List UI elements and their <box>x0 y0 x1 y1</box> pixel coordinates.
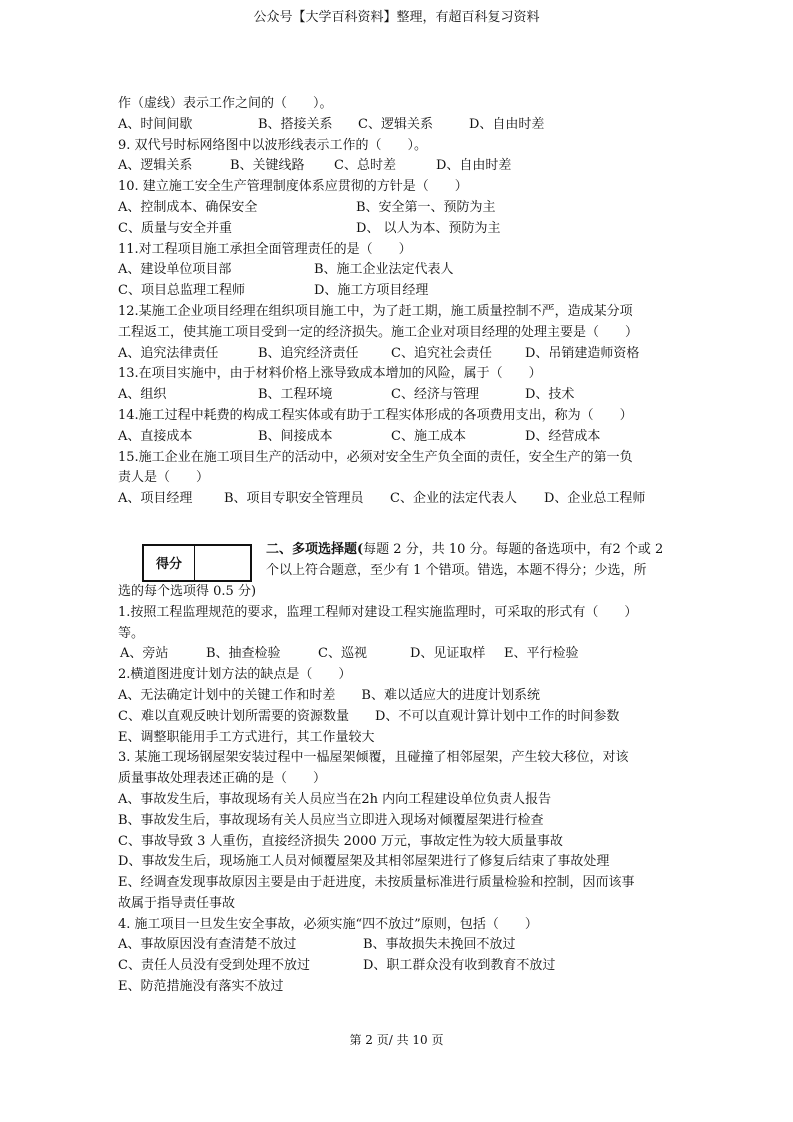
question-12-options <box>118 344 678 365</box>
option-b: B、间接成本 <box>258 428 333 444</box>
section-2-desc-line1: 每题 2 分，共 10 分。每题的备选项中，有2 个或 2 <box>363 541 664 557</box>
multi-2-option-row1: A、无法确定计划中的关键工作和时差 B、难以适应大的进度计划系统 <box>118 687 540 703</box>
multi-3-stem-line1: 3. 某施工现场钢屋架安装过程中一榀屋架倾覆，且碰撞了相邻屋架，产生较大移位，对该 <box>118 750 629 766</box>
section-2-title: 二、多项选择题( <box>266 541 364 557</box>
multi-4-options-row2 <box>118 956 678 977</box>
question-10-options-row2 <box>118 219 678 240</box>
option-b: B、工程环境 <box>258 387 333 403</box>
question-9-options <box>118 156 678 177</box>
multi-3-option-e: E、经调查发现事故原因主要是由于赶进度，未按质量标准进行质量检验和控制，因而该事 <box>118 875 635 891</box>
option-d: D、自由时差 <box>436 158 512 174</box>
multi-4-options-row1 <box>118 935 678 956</box>
multi-1-stem-line2: 等。 <box>118 625 145 641</box>
option-a: A、时间间歇 <box>118 116 193 132</box>
option-c: C、责任人员没有受到处理不放过 <box>118 958 310 974</box>
option-b: B、施工企业法定代表人 <box>314 262 454 278</box>
option-d: D、见证取样 <box>410 646 486 662</box>
option-e: E、平行检验 <box>504 646 579 662</box>
question-13-options <box>118 385 678 406</box>
option-c: C、经济与管理 <box>391 387 479 403</box>
score-box <box>142 544 252 582</box>
question-14-stem: 14.施工过程中耗费的构成工程实体或有助于工程实体形成的各项费用支出，称为（ ） <box>118 407 633 423</box>
multi-3-option-a: A、事故发生后，事故现场有关人员应当在2h 内向工程建设单位负责人报告 <box>118 791 552 807</box>
multi-3-option-b: B、事故发生后，事故现场有关人员应当立即进入现场对倾覆屋架进行检查 <box>118 812 544 828</box>
multi-3-option-c: C、事故导致 3 人重伤，直接经济损失 2000 万元，事故定性为较大质量事故 <box>118 833 563 849</box>
section-2-desc-line2: 个以上符合题意，至少有 1 个错项。错选，本题不得分；少选，所 <box>266 562 647 578</box>
option-c: C、质量与安全并重 <box>118 220 232 236</box>
option-c: C、项目总监理工程师 <box>118 283 245 299</box>
question-10-stem: 10. 建立施工安全生产管理制度体系应贯彻的方针是（ ） <box>118 179 468 195</box>
multi-3-option-d: D、事故发生后，现场施工人员对倾覆屋架及其相邻屋架进行了修复后结束了事故处理 <box>118 854 610 870</box>
option-a: A、项目经理 <box>118 491 193 507</box>
option-c: C、逻辑关系 <box>358 116 433 132</box>
multi-1-stem-line1: 1.按照工程监理规范的要求，监理工程师对建设工程实施监理时，可采取的形式有（ ） <box>118 604 638 620</box>
multi-2-stem: 2.横道图进度计划方法的缺点是（ ） <box>118 667 352 683</box>
score-blank-field[interactable] <box>195 546 250 580</box>
option-b: B、追究经济责任 <box>258 345 359 361</box>
option-d: D、企业总工程师 <box>544 491 646 507</box>
multi-4-stem: 4. 施工项目一旦发生安全事故，必须实施“四不放过”原则，包括（ ） <box>118 916 538 932</box>
option-c: C、总时差 <box>334 158 396 174</box>
page-footer: 第 2 页/ 共 10 页 <box>349 1033 444 1047</box>
option-c: C、企业的法定代表人 <box>390 491 517 507</box>
question-10-options-row1 <box>118 198 678 219</box>
question-9-stem: 9. 双代号时标网络图中以波形线表示工作的（ ）。 <box>118 137 428 153</box>
multi-2-option-row2: C、难以直观反映计划所需要的资源数量 D、不可以直观计算计划中工作的时间参数 <box>118 708 620 724</box>
option-a: A、逻辑关系 <box>118 158 193 174</box>
score-label: 得分 <box>144 546 195 580</box>
option-c: C、追究社会责任 <box>391 345 492 361</box>
multi-4-option-e: E、防范措施没有落实不放过 <box>118 979 284 995</box>
page-header: 公众号【大学百科资料】整理，有超百科复习资料 <box>253 10 540 25</box>
option-b: B、项目专职安全管理员 <box>224 491 364 507</box>
question-15-stem-line1: 15.施工企业在施工项目生产的活动中，必须对安全生产负全面的责任，安全生产的第一负 <box>118 449 633 465</box>
option-a: A、旁站 <box>120 646 169 662</box>
question-8-options <box>118 115 678 136</box>
option-a: A、建设单位项目部 <box>118 262 232 278</box>
option-d: D、技术 <box>525 387 575 403</box>
option-a: A、控制成本、确保安全 <box>118 199 258 215</box>
option-d: D、施工方项目经理 <box>314 283 429 299</box>
option-d: D、 以人为本、预防为主 <box>356 220 501 236</box>
section-2-desc-tail: 选的每个选项得 0.5 分) <box>118 583 257 599</box>
option-b: B、事故损失未挽回不放过 <box>363 937 516 953</box>
question-11-options-row1 <box>118 260 678 281</box>
question-14-options <box>118 427 678 448</box>
option-a: A、直接成本 <box>118 428 193 444</box>
option-b: B、搭接关系 <box>258 116 333 132</box>
option-b: B、安全第一、预防为主 <box>356 199 496 215</box>
option-b: B、抽查检验 <box>206 646 281 662</box>
question-12-stem-line2: 工程返工，使其施工项目受到一定的经济损失。施工企业对项目经理的处理主要是（ ） <box>118 324 639 340</box>
exam-content <box>118 94 678 998</box>
option-d: D、自由时差 <box>469 116 545 132</box>
option-c: C、施工成本 <box>391 428 466 444</box>
option-b: B、关键线路 <box>230 158 305 174</box>
multi-3-option-e-cont: 故属于指导责任事故 <box>118 895 236 911</box>
option-d: D、职工群众没有收到教育不放过 <box>363 958 556 974</box>
question-11-options-row2 <box>118 281 678 302</box>
option-a: A、追究法律责任 <box>118 345 219 361</box>
option-a: A、事故原因没有查清楚不放过 <box>118 937 297 953</box>
question-11-stem: 11.对工程项目施工承担全面管理责任的是（ ） <box>118 241 412 257</box>
multi-3-stem-line2: 质量事故处理表述正确的是（ ） <box>118 771 327 787</box>
multi-1-options <box>118 644 678 665</box>
option-d: D、经营成本 <box>525 428 601 444</box>
option-d: D、吊销建造师资格 <box>525 345 640 361</box>
question-12-stem-line1: 12.某施工企业项目经理在组织项目施工中，为了赶工期，施工质量控制不严，造成某分项 <box>118 303 633 319</box>
question-13-stem: 13.在项目实施中，由于材料价格上涨导致成本增加的风险，属于（ ） <box>118 366 542 382</box>
multi-2-option-row3: E、调整职能用手工方式进行，其工作量较大 <box>118 729 375 745</box>
question-15-options <box>118 489 678 510</box>
question-8-stem: 作（虚线）表示工作之间的（ ）。 <box>118 96 333 111</box>
question-15-stem-line2: 责人是（ ） <box>118 470 210 486</box>
option-a: A、组织 <box>118 387 167 403</box>
option-c: C、巡视 <box>318 646 367 662</box>
section-2-header <box>118 540 678 582</box>
section-2-description <box>266 540 664 582</box>
